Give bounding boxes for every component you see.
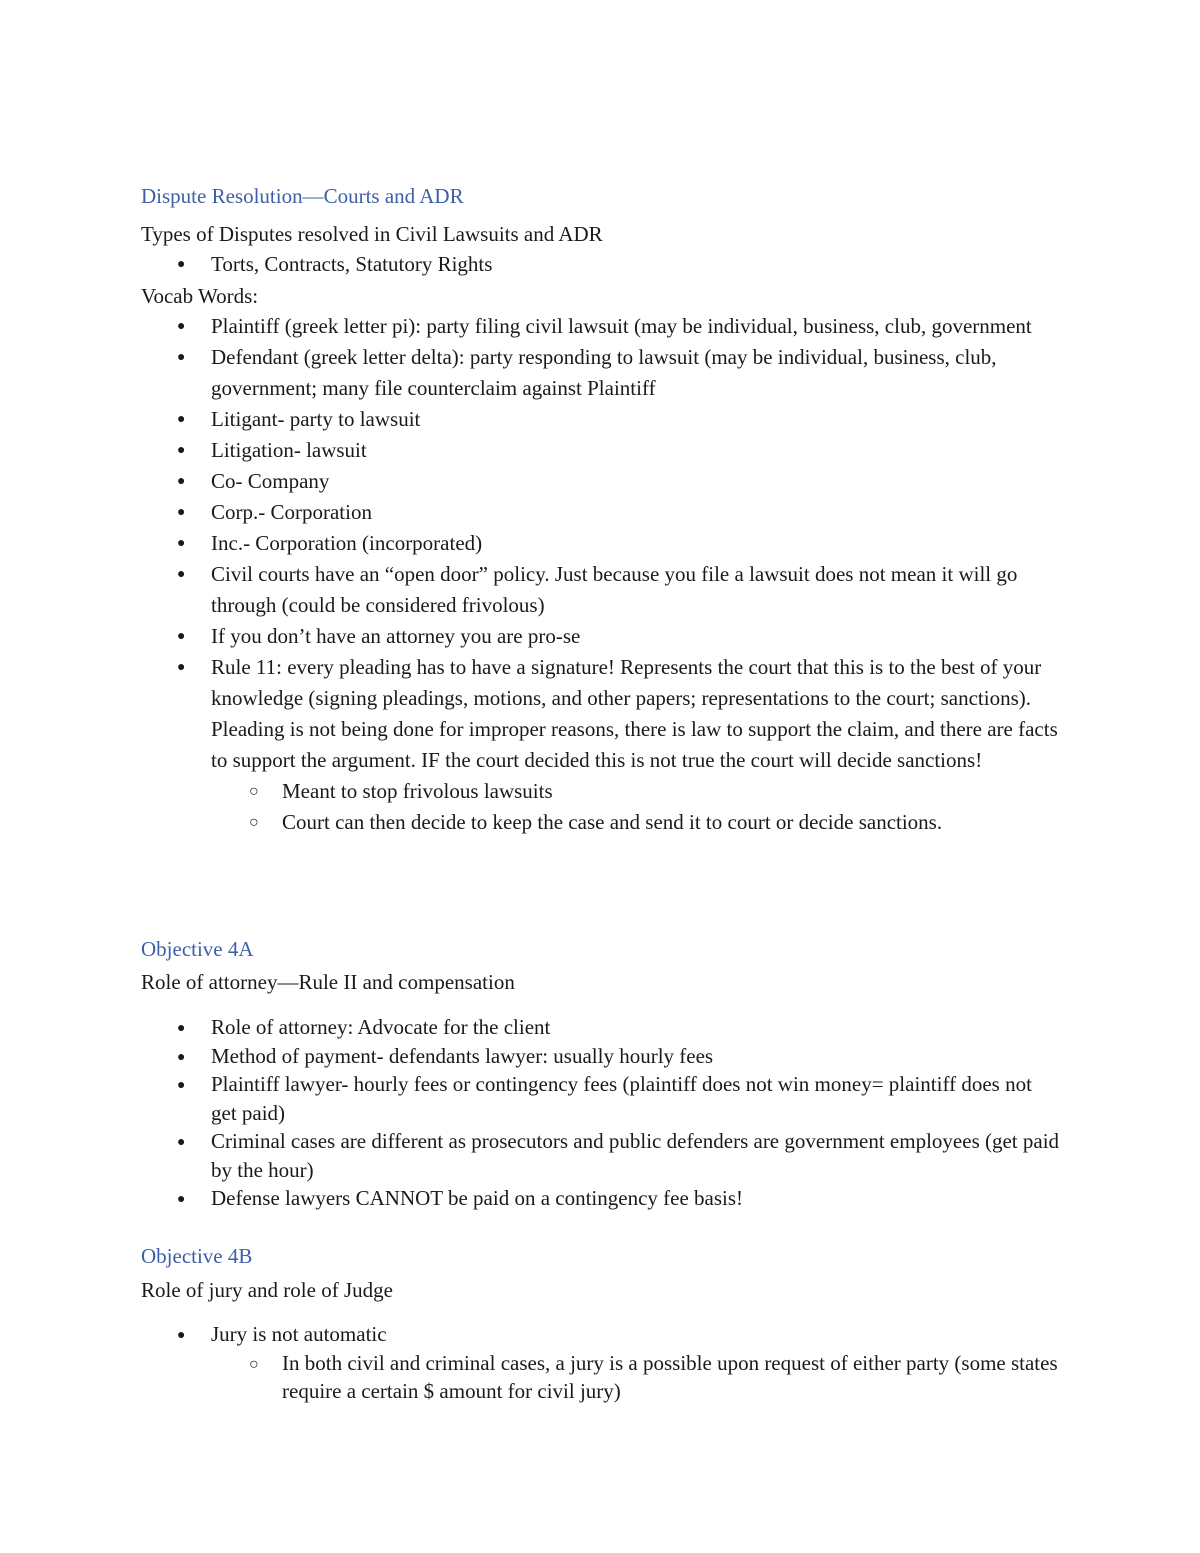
bullet-icon: ● bbox=[177, 1049, 186, 1065]
bullet-icon: ● bbox=[177, 1192, 186, 1207]
circle-bullet-icon: ○ bbox=[249, 814, 259, 831]
bullet-icon: ● bbox=[177, 629, 186, 644]
circle-bullet-icon: ○ bbox=[249, 783, 259, 800]
list-item: ● Plaintiff lawyer- hourly fees or contingency fees (plaintiff does not win money= plaintiff does not get paid) bbox=[177, 1072, 1032, 1125]
sub-list-item: ○ Meant to stop frivolous lawsuits bbox=[0, 776, 1062, 807]
sub-list-item: ○ Court can then decide to keep the case and send it to court or decide sanctions. bbox=[0, 807, 1062, 838]
bullet-icon: ● bbox=[177, 1078, 186, 1093]
bullet-icon: ● bbox=[177, 505, 186, 520]
bullet-icon: ● bbox=[177, 1328, 186, 1343]
bullet-icon: ● bbox=[177, 474, 186, 489]
list-item: ● Defendant (greek letter delta): party responding to lawsuit (may be individual, business, club, government; many file counterclaim against Plaintiff bbox=[0, 342, 1061, 404]
list-item: ● If you don’t have an attorney you are pro-se bbox=[0, 621, 1061, 652]
list-item: ● Litigant- party to lawsuit bbox=[0, 404, 1061, 435]
list-item: ● Role of attorney: Advocate for the client bbox=[0, 1013, 1061, 1042]
bullet-icon: ● bbox=[177, 567, 186, 582]
paragraph: Role of attorney—Rule II and compensation bbox=[141, 970, 515, 994]
bullet-list bbox=[0, 249, 1061, 280]
bullet-icon: ● bbox=[177, 350, 186, 365]
list-item: ● Torts, Contracts, Statutory Rights bbox=[0, 249, 1061, 280]
bullet-icon: ● bbox=[177, 412, 186, 427]
vocab-list bbox=[0, 311, 1062, 838]
bullet-icon: ● bbox=[177, 319, 186, 334]
list-item: ● Defense lawyers CANNOT be paid on a contingency fee basis! bbox=[0, 1184, 1061, 1213]
list-item: ● Civil courts have an “open door” policy. Just because you file a lawsuit does not mean it will go through (could be considered frivolous) bbox=[0, 559, 1061, 621]
list-item: ● Inc.- Corporation (incorporated) bbox=[0, 528, 1061, 559]
section-heading: Objective 4B bbox=[141, 1244, 253, 1268]
bullet-icon: ● bbox=[177, 1021, 186, 1036]
paragraph: Vocab Words: bbox=[141, 284, 259, 308]
bullet-list bbox=[0, 1320, 1062, 1406]
list-item: ● Co- Company bbox=[0, 466, 1061, 497]
list-item: ● Jury is not automatic bbox=[0, 1320, 1061, 1349]
list-item: ● Litigation- lawsuit bbox=[0, 435, 1061, 466]
bullet-list bbox=[0, 1013, 1061, 1213]
bullet-icon: ● bbox=[177, 1135, 186, 1150]
list-item: ● Criminal cases are different as prosecutors and public defenders are government employees (get paid by the hour) bbox=[177, 1129, 1060, 1182]
sub-list-item: ○ In both civil and criminal cases, a jury is a possible upon request of either party (some states require a certain $ amount for civil jury) bbox=[249, 1350, 1058, 1403]
paragraph: Types of Disputes resolved in Civil Lawsuits and ADR bbox=[141, 222, 603, 246]
list-item: ● Rule 11: every pleading has to have a signature! Represents the court that this is to the best of your knowledge (signing pleadings, motions, and other papers; representations to the court; sanctions). Pleading is not being done for improper reasons, there is law to support the claim, and there are facts to support the argument. IF the court decided this is not true the court will decide sanctions! bbox=[0, 652, 1061, 776]
list-item: ● Plaintiff (greek letter pi): party filing civil lawsuit (may be individual, business, club, government bbox=[0, 311, 1061, 342]
list-item: ● Method of payment- defendants lawyer: usually hourly fees bbox=[0, 1042, 1061, 1071]
bullet-icon: ● bbox=[177, 536, 186, 551]
circle-bullet-icon: ○ bbox=[249, 1355, 259, 1373]
bullet-icon: ● bbox=[177, 257, 186, 272]
bullet-icon: ● bbox=[177, 660, 186, 675]
section-heading: Dispute Resolution—Courts and ADR bbox=[141, 184, 464, 208]
bullet-icon: ● bbox=[177, 443, 186, 458]
paragraph: Role of jury and role of Judge bbox=[141, 1278, 393, 1302]
section-heading: Objective 4A bbox=[141, 937, 254, 961]
list-item: ● Corp.- Corporation bbox=[0, 497, 1061, 528]
